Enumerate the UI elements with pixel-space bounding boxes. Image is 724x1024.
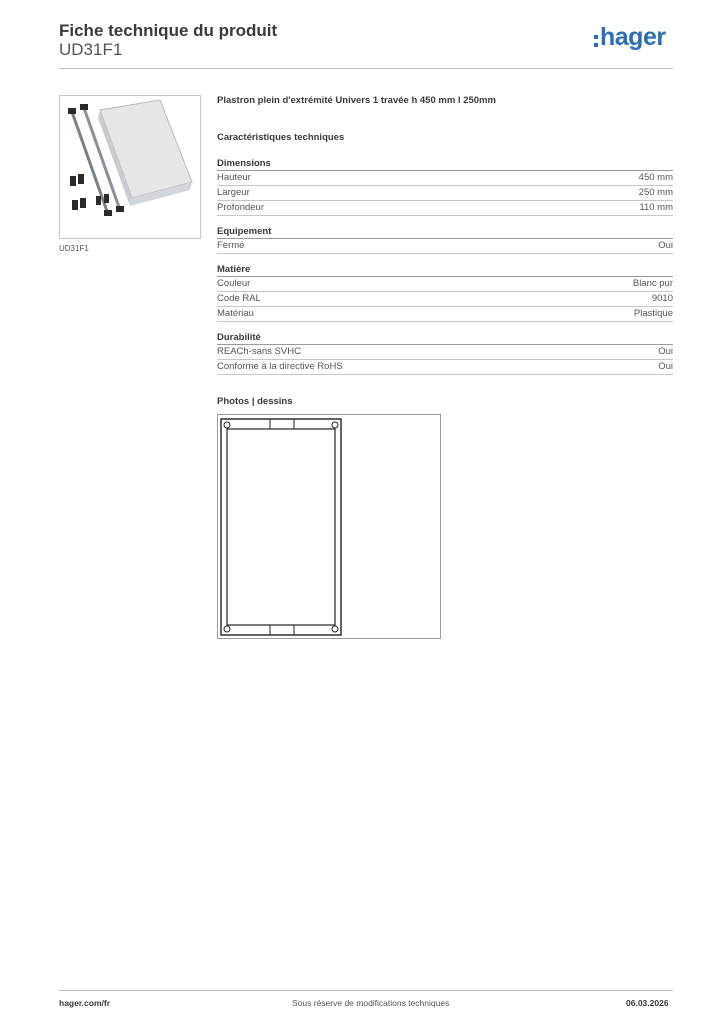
logo-dots-icon	[594, 35, 598, 51]
spec-row	[217, 201, 673, 216]
footer-website-link[interactable]: hager.com/fr	[59, 998, 111, 1008]
spec-group-durabilite	[217, 331, 673, 375]
product-name: Plastron plein d'extrémité Univers 1 travée h 450 mm l 250mm	[217, 95, 496, 106]
spec-label: Hauteur	[217, 172, 251, 183]
spec-row	[217, 345, 673, 360]
spec-group-title: Dimensions	[217, 157, 673, 171]
spec-label: Code RAL	[217, 293, 261, 304]
spec-group-title: Matière	[217, 263, 673, 277]
footer-divider	[59, 990, 673, 991]
photos-heading: Photos | dessins	[217, 396, 293, 407]
spec-group-equipement	[217, 225, 673, 254]
product-image-caption: UD31F1	[59, 244, 89, 253]
spec-label: Matériau	[217, 308, 254, 319]
spec-label: Largeur	[217, 187, 250, 198]
specs-heading: Caractéristiques techniques	[217, 132, 345, 143]
spec-row	[217, 277, 673, 292]
logo-text: hager	[600, 23, 666, 51]
spec-row	[217, 171, 673, 186]
spec-row	[217, 186, 673, 201]
spec-group-matiere	[217, 263, 673, 322]
spec-value: Plastique	[633, 308, 673, 319]
front-panel-drawing-icon	[218, 415, 440, 638]
spec-group-dimensions	[217, 157, 673, 216]
spec-value: Oui	[658, 240, 673, 251]
spec-value: Blanc pur	[632, 278, 673, 289]
spec-value: 9010	[651, 293, 673, 304]
product-image	[59, 95, 201, 239]
footer-disclaimer: Sous réserve de modifications techniques	[292, 998, 450, 1008]
spec-value: 450 mm	[638, 172, 673, 183]
product-photo-icon	[60, 96, 200, 238]
spec-row	[217, 360, 673, 375]
spec-label: Conforme à la directive RoHS	[217, 361, 343, 372]
footer-date: 06.03.2026	[626, 998, 669, 1008]
page-title: Fiche technique du produit	[59, 21, 278, 40]
spec-row	[217, 239, 673, 254]
spec-value: Oui	[658, 361, 673, 372]
spec-label: Couleur	[217, 278, 251, 289]
spec-group-title: Durabilité	[217, 331, 673, 345]
spec-value: Oui	[658, 346, 673, 357]
spec-row	[217, 292, 673, 307]
spec-content	[217, 95, 673, 375]
hager-logo	[594, 23, 674, 55]
spec-label: Profondeur	[217, 202, 265, 213]
technical-drawing	[217, 414, 441, 639]
spec-row	[217, 307, 673, 322]
header-divider	[59, 68, 673, 69]
spec-label: REACh-sans SVHC	[217, 346, 301, 357]
product-reference: UD31F1	[59, 40, 123, 59]
spec-value: 110 mm	[639, 202, 673, 213]
spec-label: Fermé	[217, 240, 245, 251]
spec-group-title: Equipement	[217, 225, 673, 239]
spec-value: 250 mm	[638, 187, 673, 198]
